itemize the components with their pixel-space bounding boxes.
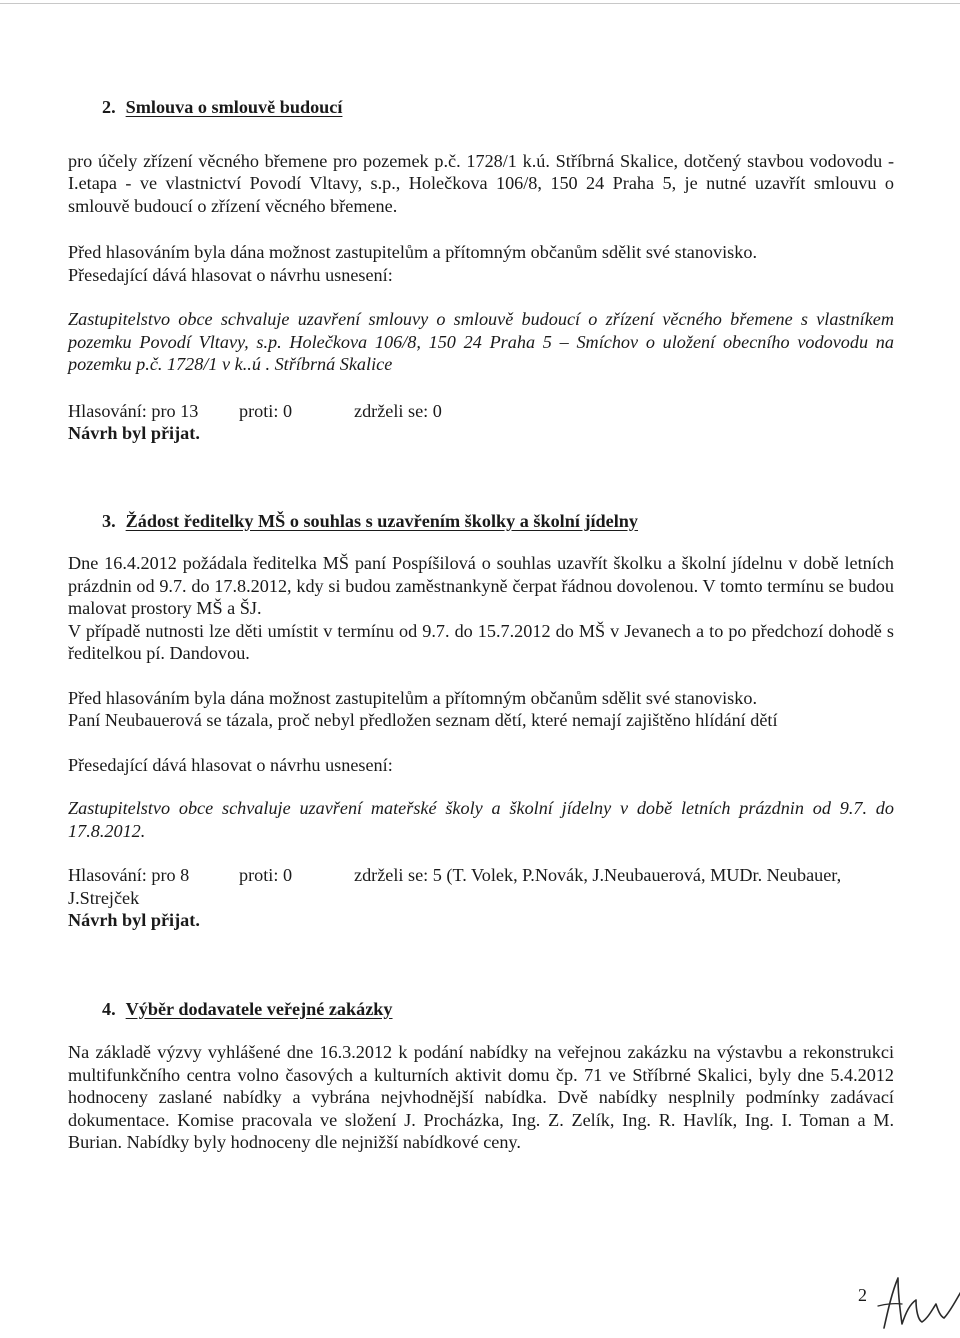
section-2-discussion: Před hlasováním byla dána možnost zastupitelům a přítomným občanům sdělit své stanovisko. — [68, 242, 757, 262]
vote-abstain-continued: J.Strejček — [68, 887, 140, 908]
section-title: Výběr dodavatele veřejné zakázky — [125, 998, 393, 1019]
section-3-vote-call: Přesedající dává hlasovat o návrhu usnesení: — [68, 754, 393, 775]
section-2-vote-call: Přesedající dává hlasovat o návrhu usnesení: — [68, 264, 393, 285]
section-2-heading — [102, 96, 894, 119]
section-3-heading — [102, 510, 894, 533]
vote-for: Hlasování: pro 13 — [68, 400, 199, 421]
section-3-discussion: Před hlasováním byla dána možnost zastupitelům a přítomným občanům sdělit své stanovisko. — [68, 687, 757, 708]
section-4-para: Na základě výzvy vyhlášené dne 16.3.2012 k podání nabídky na veřejnou zakázku na výstavbu a rekonstrukci multifunkčního centra volno časových a kulturních aktivit domu čp. 71 ve Stříbrné Skalici, byly dne 5.4.2012 hodnoceny zaslané nabídky a vybrána nejvhodnější nabídka. Dvě nabídky nesplnily podmínky zadávací dokumentace. Komise pracovala ve složení J. Procházka, Ing. Z. Zelík, Ing. R. Havlík, Ing. I. Toman a M. Burian. Nabídky byly hodnoceny dle nejnižší nabídkové ceny. — [68, 1042, 894, 1152]
section-number: 2. — [102, 97, 116, 117]
section-title: Žádost ředitelky MŠ o souhlas s uzavřením školky a školní jídelny — [125, 510, 639, 531]
section-3-vote — [68, 864, 894, 887]
section-title: Smlouva o smlouvě budoucí — [125, 97, 343, 117]
vote-against: proti: 0 — [239, 400, 293, 421]
scan-top-edge — [0, 3, 960, 4]
handwritten-signature — [872, 1270, 960, 1332]
vote-against: proti: 0 — [239, 865, 293, 885]
section-4-heading — [102, 998, 894, 1021]
vote-abstain: zdrželi se: 5 (T. Volek, P.Novák, J.Neubauerová, MUDr. Neubauer, — [354, 865, 842, 885]
section-3-para-2: V případě nutnosti lze děti umístit v termínu od 9.7. do 15.7.2012 do MŠ v Jevanech a to po předchozí dohodě s ředitelkou pí. Dandovou. — [68, 620, 894, 663]
section-3-para-1: Dne 16.4.2012 požádala ředitelka MŠ paní Pospíšilová o souhlas uzavřít školku a školní jídelnu v době letních prázdnin od 9.7. do 17.8.2012, kdy si budou zaměstnankyně čerpat řádnou dovolenou. V tomto termínu se budou malovat prostory MŠ a ŠJ. — [68, 553, 894, 618]
page-number: 2 — [858, 1285, 867, 1305]
section-2-result: Návrh byl přijat. — [68, 423, 200, 443]
section-3-question: Paní Neubauerová se tázala, proč nebyl předložen seznam dětí, které nemají zajištěno hlídání dětí — [68, 710, 778, 730]
vote-for: Hlasování: pro 8 — [68, 865, 190, 885]
section-2-resolution: Zastupitelstvo obce schvaluje uzavření smlouvy o smlouvě budoucí o zřízení věcného břemene s vlastníkem pozemku Povodí Vltavy, s.p. Holečkova 106/8, 150 24 Praha 5 – Smíchov o uložení obecního vodovodu na pozemku p.č. 1728/1 v k..ú . Stříbrná Skalice — [68, 309, 894, 374]
section-3-resolution: Zastupitelstvo obce schvaluje uzavření mateřské školy a školní jídelny v době letních prázdnin od 9.7. do 17.8.2012. — [68, 798, 894, 841]
section-2-vote — [68, 400, 894, 423]
section-number: 3. — [102, 510, 116, 531]
section-2-intro: pro účely zřízení věcného břemene pro pozemek p.č. 1728/1 k.ú. Stříbrná Skalice, dotčený stavbou vodovodu - I.etapa - ve vlastnictví Povodí Vltavy, s.p., Holečkova 106/8, 150 24 Praha 5, je nutné uzavřít smlouvu o smlouvě budoucí o zřízení věcného břemene. — [68, 150, 894, 216]
section-3-result: Návrh byl přijat. — [68, 910, 200, 930]
document-page — [68, 96, 894, 1154]
section-number: 4. — [102, 998, 116, 1019]
vote-abstain: zdrželi se: 0 — [354, 400, 442, 421]
